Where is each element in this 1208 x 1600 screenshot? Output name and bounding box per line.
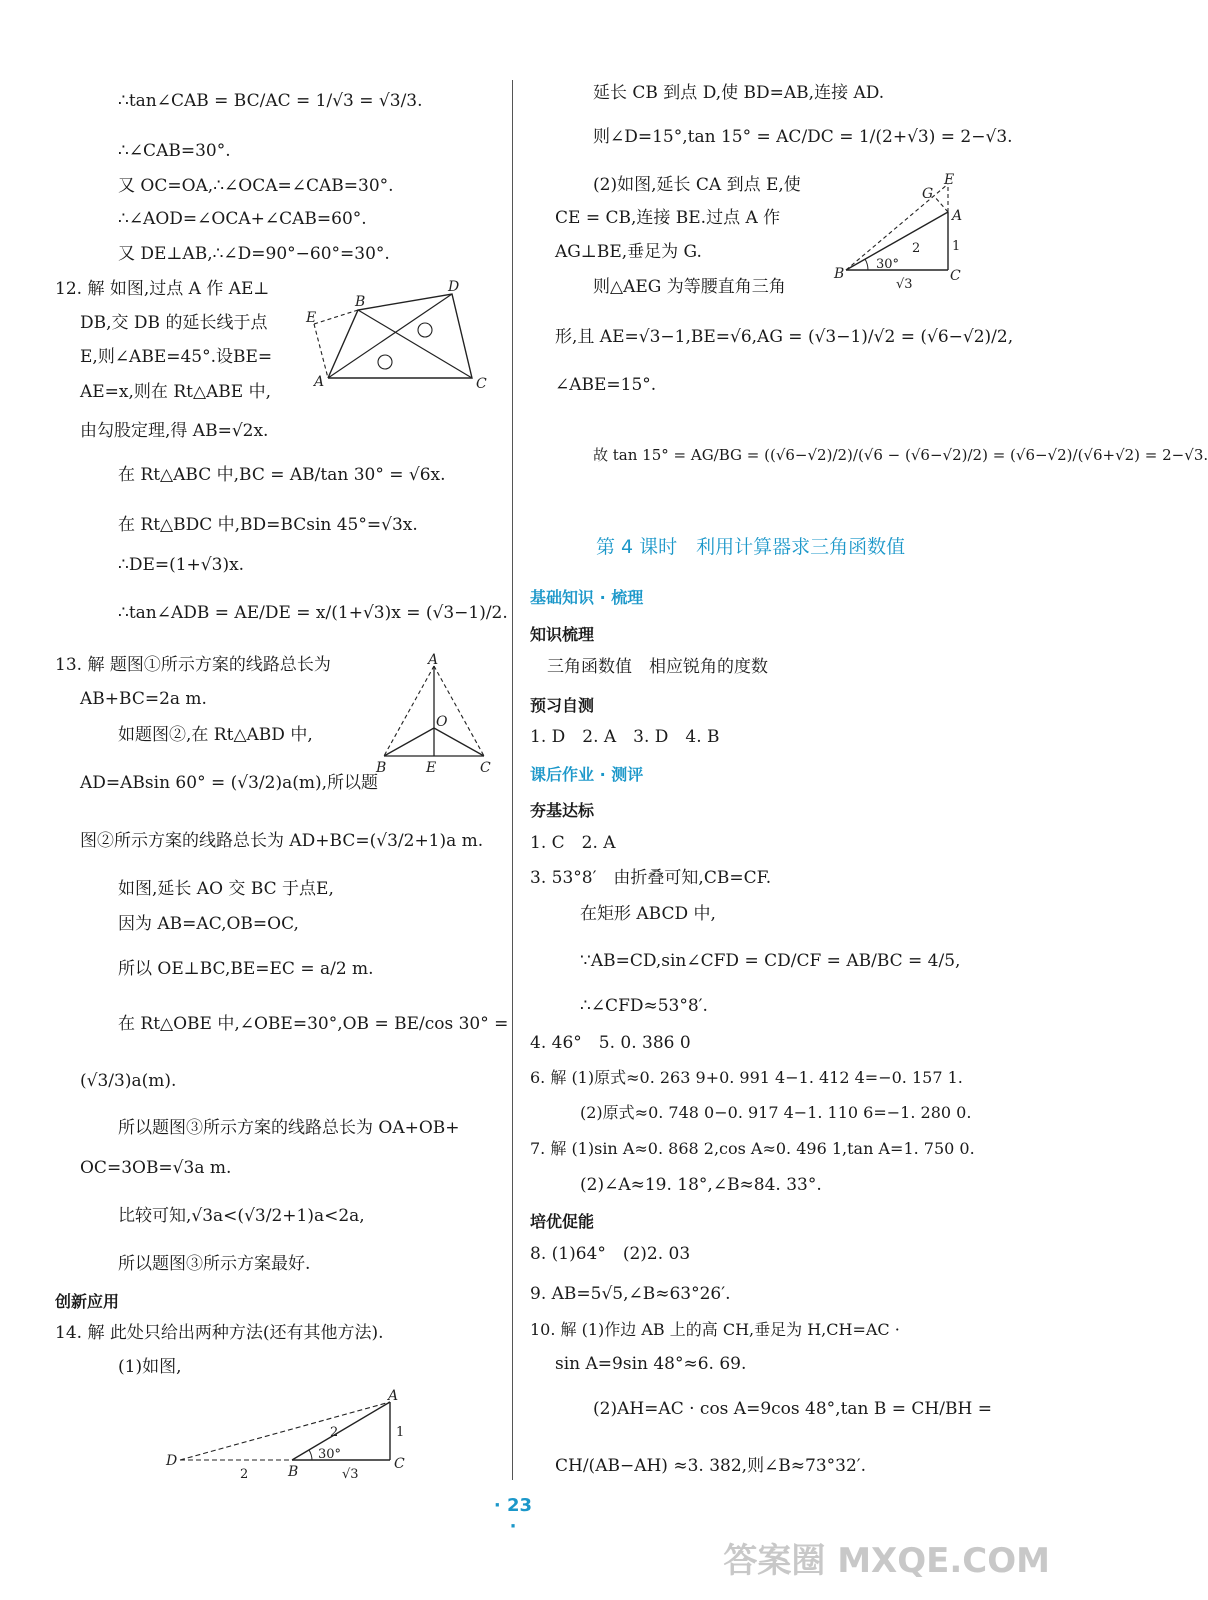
section-preview: 预习自测 — [530, 696, 595, 715]
figure-12-quadrilateral — [300, 278, 500, 393]
fig12-label-a: A — [314, 374, 325, 390]
line-l5: 12. 解 如图,过点 A 作 AE⊥ — [55, 279, 270, 299]
line-r25: 7. 解 (1)sin A≈0. 868 2,cos A≈0. 496 1,tan A=1. 750 0. — [530, 1139, 975, 1158]
fig14a-label-a: A — [388, 1388, 399, 1404]
line-l0: ∴tan∠CAB = BC/AC = 1/√3 = √3/3. — [118, 91, 423, 111]
fig12-label-d: D — [448, 279, 460, 295]
line-r26: (2)∠A≈19. 18°,∠B≈84. 33°. — [580, 1175, 822, 1195]
line-r20: ∵AB=CD,sin∠CFD = CD/CF = AB/BC = 4/5, — [580, 951, 961, 971]
fig13-label-c: C — [480, 760, 491, 776]
fig14a-label-len-ab: 2 — [330, 1425, 339, 1440]
line-r4: AG⊥BE,垂足为 G. — [555, 242, 702, 262]
section-basics: 基础知识 · 梳理 — [530, 588, 644, 607]
section-innovation: 创新应用 — [55, 1292, 120, 1311]
line-l2: 又 OC=OA,∴∠OCA=∠CAB=30°. — [118, 176, 394, 196]
fig13-label-b: B — [376, 760, 387, 776]
line-r2: (2)如图,延长 CA 到点 E,使 — [593, 175, 801, 195]
section-homework: 课后作业 · 测评 — [530, 765, 644, 784]
fig14a-label-d: D — [166, 1453, 178, 1469]
section-advanced: 培优促能 — [530, 1212, 595, 1231]
line-l8: AE=x,则在 Rt△ABE 中, — [80, 382, 272, 402]
line-r3: CE = CB,连接 BE.过点 A 作 — [555, 208, 781, 228]
line-l13: ∴tan∠ADB = AE/DE = x/(1+√3)x = (√3−1)/2. — [118, 603, 508, 623]
line-l12: ∴DE=(1+√3)x. — [118, 555, 245, 575]
line-r7: ∠ABE=15°. — [555, 375, 657, 395]
line-r5: 则△AEG 为等腰直角三角 — [593, 277, 786, 297]
watermark: 答案圈 MXQE.COM — [723, 1541, 1050, 1581]
line-l29: 14. 解 此处只给出两种方法(还有其他方法). — [55, 1323, 384, 1343]
figure-14a-triangle — [160, 1388, 420, 1483]
fig14a-label-len-db: 2 — [240, 1467, 249, 1482]
line-l26: 比较可知,√3a<(√3/2+1)a<2a, — [118, 1206, 365, 1226]
line-l6: DB,交 DB 的延长线于点 — [80, 313, 268, 333]
line-r17: 1. C 2. A — [530, 833, 616, 853]
fig13-label-e: E — [426, 760, 437, 776]
line-l9: 由勾股定理,得 AB=√2x. — [80, 421, 269, 441]
fig13-label-a: A — [428, 652, 439, 668]
fig14b-label-len-ac: 1 — [952, 239, 961, 254]
figure-13-triangle — [372, 652, 497, 777]
fig14a-label-len-ac: 1 — [396, 1425, 405, 1440]
line-l7: E,则∠ABE=45°.设BE= — [80, 347, 273, 367]
fig14b-label-len-ab: 2 — [912, 241, 921, 256]
fig12-label-c: C — [476, 376, 487, 392]
line-r24: (2)原式≈0. 748 0−0. 917 4−1. 110 6=−1. 280 0. — [580, 1103, 972, 1122]
line-l11: 在 Rt△BDC 中,BD=BCsin 45°=√3x. — [118, 515, 418, 535]
fig14b-label-e: E — [944, 172, 955, 188]
line-r30: 10. 解 (1)作边 AB 上的高 CH,垂足为 H,CH=AC · — [530, 1320, 900, 1339]
fig13-label-o: O — [436, 714, 448, 730]
line-r29: 9. AB=5√5,∠B≈63°26′. — [530, 1284, 731, 1304]
section-knowledge: 知识梳理 — [530, 625, 595, 644]
fig14b-label-len-bc: √3 — [896, 277, 913, 292]
line-l15: AB+BC=2a m. — [80, 689, 207, 709]
line-r23: 6. 解 (1)原式≈0. 263 9+0. 991 4−1. 412 4=−0. 157 1. — [530, 1068, 963, 1087]
fig14a-label-angle: 30° — [318, 1447, 342, 1462]
line-l30: (1)如图, — [118, 1357, 182, 1377]
line-r8: 故 tan 15° = AG/BG = ((√6−√2)/2)/(√6 − (√6−√2)/2) = (√6−√2)/(√6+√2) = 2−√3. — [593, 446, 1208, 464]
line-l22: 在 Rt△OBE 中,∠OBE=30°,OB = BE/cos 30° = — [118, 1014, 509, 1034]
line-l27: 所以题图③所示方案最好. — [118, 1254, 311, 1274]
line-r0: 延长 CB 到点 D,使 BD=AB,连接 AD. — [593, 83, 885, 103]
section-foundation: 夯基达标 — [530, 801, 595, 820]
line-l18: 图②所示方案的线路总长为 AD+BC=(√3/2+1)a m. — [80, 831, 484, 851]
fig14b-label-c: C — [950, 268, 961, 284]
line-l14: 13. 解 题图①所示方案的线路总长为 — [55, 655, 331, 675]
fig14b-label-g: G — [922, 186, 934, 202]
lesson-title: 第 4 课时 利用计算器求三角函数值 — [596, 536, 906, 558]
fig12-label-b: B — [355, 294, 366, 310]
column-divider — [512, 80, 513, 1480]
line-l19: 如图,延长 AO 交 BC 于点E, — [118, 879, 334, 899]
fig14a-label-len-bc: √3 — [342, 1467, 359, 1482]
line-r12: 三角函数值 相应锐角的度数 — [547, 657, 768, 677]
figure-14b-triangle — [830, 170, 970, 295]
line-l17: AD=ABsin 60° = (√3/2)a(m),所以题 — [80, 773, 378, 793]
line-r33: CH/(AB−AH) ≈3. 382,则∠B≈73°32′. — [555, 1456, 867, 1476]
line-r32: (2)AH=AC · cos A=9cos 48°,tan B = CH/BH = — [593, 1399, 992, 1419]
fig14a-label-c: C — [394, 1456, 405, 1472]
line-r1: 则∠D=15°,tan 15° = AC/DC = 1/(2+√3) = 2−√3. — [593, 127, 1013, 147]
fig12-label-e: E — [306, 310, 317, 326]
line-l3: ∴∠AOD=∠OCA+∠CAB=60°. — [118, 209, 367, 229]
line-r14: 1. D 2. A 3. D 4. B — [530, 727, 720, 747]
fig14b-label-angle: 30° — [876, 257, 900, 272]
line-r21: ∴∠CFD≈53°8′. — [580, 996, 708, 1016]
line-r6: 形,且 AE=√3−1,BE=√6,AG = (√3−1)/√2 = (√6−√2)/2, — [555, 327, 1014, 347]
line-l25: OC=3OB=√3a m. — [80, 1158, 232, 1178]
line-l1: ∴∠CAB=30°. — [118, 141, 231, 161]
fig14b-label-a: A — [952, 208, 963, 224]
line-l21: 所以 OE⊥BC,BE=EC = a/2 m. — [118, 959, 374, 979]
line-l20: 因为 AB=AC,OB=OC, — [118, 914, 299, 934]
line-l16: 如题图②,在 Rt△ABD 中, — [118, 725, 313, 745]
line-r31: sin A=9sin 48°≈6. 69. — [555, 1354, 747, 1374]
line-l10: 在 Rt△ABC 中,BC = AB/tan 30° = √6x. — [118, 465, 446, 485]
line-r19: 在矩形 ABCD 中, — [580, 904, 716, 924]
line-r22: 4. 46° 5. 0. 386 0 — [530, 1033, 691, 1053]
page-number: · 23 · — [493, 1495, 533, 1537]
line-l23: (√3/3)a(m). — [80, 1071, 177, 1091]
line-l24: 所以题图③所示方案的线路总长为 OA+OB+ — [118, 1118, 460, 1138]
line-r28: 8. (1)64° (2)2. 03 — [530, 1244, 691, 1264]
line-l4: 又 DE⊥AB,∴∠D=90°−60°=30°. — [118, 244, 390, 264]
line-r18: 3. 53°8′ 由折叠可知,CB=CF. — [530, 868, 772, 888]
fig14a-label-b: B — [288, 1464, 299, 1480]
fig14b-label-b: B — [834, 266, 845, 282]
